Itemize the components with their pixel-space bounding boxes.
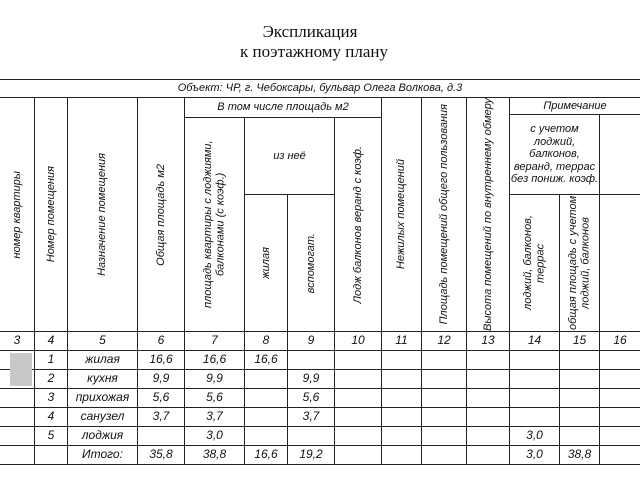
table-cell: [599, 388, 640, 408]
table-cell: [421, 388, 467, 408]
table-cell-text: 16,6: [202, 352, 227, 367]
header-loggias-text: Лодж балконов веранд с коэф.: [351, 145, 364, 304]
header-note-loggias: [509, 194, 560, 332]
table-cell: [559, 426, 600, 446]
table-cell: [137, 388, 185, 408]
table-cell: [421, 426, 467, 446]
table-cell: [466, 407, 510, 427]
header-note-blank-2: [599, 194, 640, 332]
table-cell: [184, 369, 245, 389]
table-cell-text: 3,0: [526, 428, 543, 443]
column-number: [287, 331, 335, 351]
total-cell: [599, 445, 640, 465]
table-cell: [334, 369, 382, 389]
column-number: [67, 331, 138, 351]
table-cell: [34, 426, 68, 446]
header-total-area: [137, 97, 185, 332]
table-cell: [287, 426, 335, 446]
header-loggias: [334, 117, 382, 332]
header-incl-area: [184, 97, 382, 118]
column-number-text: 11: [395, 333, 408, 348]
column-number-text: 6: [157, 333, 165, 348]
column-number-text: 3: [13, 333, 21, 348]
header-apartment-no: [0, 97, 35, 332]
table-cell: [34, 350, 68, 370]
header-room-purpose: [67, 97, 138, 332]
table-cell: [244, 426, 288, 446]
object-row: [0, 79, 640, 98]
table-cell: [287, 369, 335, 389]
column-number-text: 7: [211, 333, 218, 348]
column-number: [599, 331, 640, 351]
table-cell: [184, 388, 245, 408]
table-cell: [184, 350, 245, 370]
table-cell: [34, 388, 68, 408]
header-note-sub: [509, 114, 600, 195]
table-cell: [184, 407, 245, 427]
header-living: [244, 194, 288, 332]
table-cell: [67, 388, 138, 408]
table-cell: [381, 369, 422, 389]
table-cell: [466, 388, 510, 408]
table-cell: [67, 350, 138, 370]
total-cell-text: 38,8: [202, 447, 227, 462]
column-number-text: 4: [47, 333, 55, 348]
table-cell: [466, 350, 510, 370]
total-cell-text: Итого:: [82, 447, 123, 462]
table-cell: [509, 388, 560, 408]
table-cell: [0, 388, 35, 408]
table-cell: [421, 369, 467, 389]
total-cell: [287, 445, 335, 465]
table-cell: [466, 426, 510, 446]
table-cell-text: 3,7: [302, 409, 320, 424]
header-area-with-loggias-text: площадь квартиры с лоджиями, балконами (с коэф.): [201, 140, 227, 309]
redacted-block: [10, 353, 32, 386]
table-cell: [509, 426, 560, 446]
document-subtitle: к поэтажному плану: [239, 42, 389, 61]
total-cell: [244, 445, 288, 465]
table-cell-text: 3: [47, 390, 55, 405]
total-cell: [137, 445, 185, 465]
table-cell-text: 1: [47, 352, 55, 367]
table-cell-text: 9,9: [206, 371, 223, 386]
table-cell-text: 16,6: [254, 352, 278, 367]
header-note-loggias-text: лоджий, балконов, террас: [521, 215, 547, 311]
table-cell: [287, 388, 335, 408]
table-cell: [559, 407, 600, 427]
table-cell: [381, 350, 422, 370]
column-number-text: 16: [613, 333, 627, 348]
column-number-text: 15: [572, 333, 587, 348]
table-cell: [34, 369, 68, 389]
header-of-which: [244, 117, 335, 195]
table-cell: [559, 350, 600, 370]
table-cell: [67, 369, 138, 389]
object-row-text: Объект: ЧР, г. Чебоксары, бульвар Олега Волкова, д.3: [177, 82, 463, 95]
header-living-text: жилая: [259, 247, 272, 279]
total-cell: [509, 445, 560, 465]
header-height-text: Высота помещений по внутреннему обмеру: [481, 97, 494, 331]
table-cell: [599, 426, 640, 446]
total-cell: [334, 445, 382, 465]
table-cell: [334, 426, 382, 446]
table-cell: [244, 350, 288, 370]
table-cell-text: прихожая: [75, 390, 130, 405]
total-cell-text: 3,0: [526, 447, 543, 462]
total-cell-text: 19,2: [299, 447, 323, 462]
table-cell: [381, 388, 422, 408]
column-number-text: 12: [437, 333, 451, 348]
column-number: [334, 331, 382, 351]
table-cell: [334, 350, 382, 370]
table-cell: [287, 350, 335, 370]
table-cell: [509, 350, 560, 370]
table-cell: [184, 426, 245, 446]
header-room-no: [34, 97, 68, 332]
header-total-area-text: Общая площадь м2: [154, 163, 167, 266]
header-height: [466, 97, 510, 332]
table-cell: [334, 407, 382, 427]
header-note-total: [559, 194, 600, 332]
column-number: [421, 331, 467, 351]
table-cell-text: лоджия: [81, 428, 124, 443]
table-cell: [137, 426, 185, 446]
table-cell: [599, 407, 640, 427]
table-cell: [67, 426, 138, 446]
table-cell-text: жилая: [85, 352, 120, 367]
table-cell: [0, 426, 35, 446]
header-note-total-text: общая площадь с учетом лоджий, балконов: [566, 195, 592, 331]
table-cell: [137, 350, 185, 370]
document-title: Экспликация: [262, 22, 358, 41]
column-number: [244, 331, 288, 351]
header-common-area: [421, 97, 467, 332]
header-room-no-text: Номер помещения: [44, 166, 57, 263]
total-cell: [67, 445, 138, 465]
header-note: [509, 97, 640, 115]
table-cell-text: 9,9: [152, 371, 170, 386]
header-area-with-loggias: [184, 117, 245, 332]
header-auxiliary-text: вспомогат.: [304, 232, 317, 294]
table-cell: [0, 407, 35, 427]
column-number: [381, 331, 422, 351]
column-number: [0, 331, 35, 351]
table-cell: [137, 369, 185, 389]
header-nonresidential-text: Нежилых помещений: [395, 159, 408, 270]
header-note-sub-text: с учетом лоджий, балконов, веранд, террас без пониж. коэф.: [510, 122, 599, 186]
table-cell: [381, 407, 422, 427]
table-cell-text: 3,7: [206, 409, 223, 424]
column-number: [184, 331, 245, 351]
table-cell: [559, 388, 600, 408]
column-number-text: 14: [527, 333, 542, 348]
table-cell-text: 5,6: [302, 390, 320, 405]
table-cell: [287, 407, 335, 427]
header-auxiliary: [287, 194, 335, 332]
header-note-text: Примечание: [543, 99, 607, 112]
table-cell-text: 3,0: [206, 428, 223, 443]
total-cell: [466, 445, 510, 465]
header-common-area-text: Площадь помещений общего пользования: [437, 104, 450, 325]
column-number-text: 13: [481, 333, 495, 348]
table-cell-text: 9,9: [302, 371, 320, 386]
total-cell: [421, 445, 467, 465]
header-incl-area-text: В том числе площадь м2: [217, 101, 349, 114]
table-cell-text: 5,6: [152, 390, 170, 405]
table-cell: [34, 407, 68, 427]
table-cell: [421, 350, 467, 370]
header-room-purpose-text: Назначение помещения: [96, 153, 109, 276]
table-cell: [381, 426, 422, 446]
total-cell-text: 16,6: [254, 447, 278, 462]
total-cell: [184, 445, 245, 465]
total-cell: [0, 445, 35, 465]
table-cell: [466, 369, 510, 389]
header-apartment-no-text: номер квартиры: [10, 170, 23, 259]
total-cell-text: 38,8: [567, 447, 592, 462]
table-cell: [509, 407, 560, 427]
table-cell: [244, 388, 288, 408]
table-cell-text: 5,6: [206, 390, 223, 405]
column-number-text: 5: [99, 333, 106, 348]
column-number: [466, 331, 510, 351]
table-cell: [244, 407, 288, 427]
column-number-text: 10: [351, 333, 365, 348]
column-number-text: 8: [262, 333, 270, 348]
table-cell-text: 16,6: [149, 352, 173, 367]
total-cell: [559, 445, 600, 465]
column-number-text: 9: [307, 333, 315, 348]
header-nonresidential: [381, 97, 422, 332]
table-cell: [421, 407, 467, 427]
column-number: [509, 331, 560, 351]
header-of-which-text: из неё: [273, 149, 306, 162]
column-number: [559, 331, 600, 351]
table-cell: [559, 369, 600, 389]
table-cell: [137, 407, 185, 427]
header-note-blank: [599, 114, 640, 195]
table-cell-text: 4: [47, 409, 55, 424]
table-cell: [509, 369, 560, 389]
total-cell-text: 35,8: [149, 447, 173, 462]
table-cell: [334, 388, 382, 408]
column-number: [137, 331, 185, 351]
table-cell: [599, 350, 640, 370]
table-cell: [599, 369, 640, 389]
column-number: [34, 331, 68, 351]
table-cell-text: 5: [47, 428, 55, 443]
table-cell-text: 3,7: [152, 409, 170, 424]
total-cell: [34, 445, 68, 465]
table-cell-text: санузел: [80, 409, 125, 424]
table-cell: [244, 369, 288, 389]
table-cell-text: кухня: [87, 371, 118, 386]
table-cell-text: 2: [47, 371, 55, 386]
table-cell: [67, 407, 138, 427]
total-cell: [381, 445, 422, 465]
